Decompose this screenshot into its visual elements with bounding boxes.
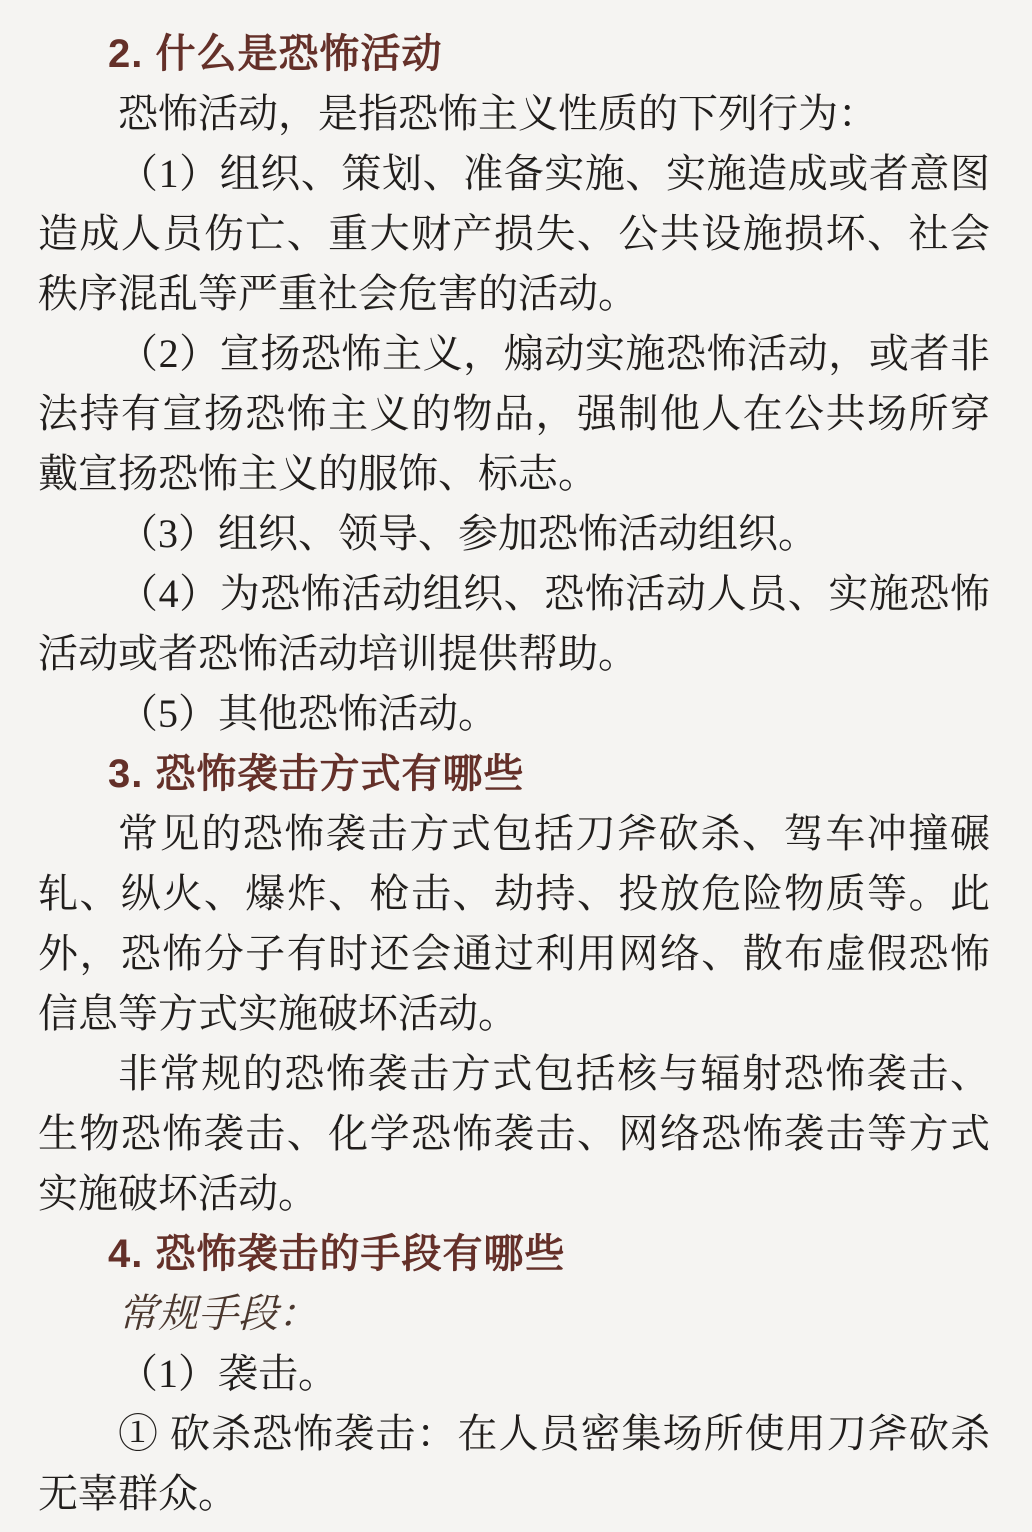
body-paragraph-unconventional-methods: 非常规的恐怖袭击方式包括核与辐射恐怖袭击、生物恐怖袭击、化学恐怖袭击、网络恐怖袭击等方式实施破坏活动。 <box>38 1051 990 1216</box>
section-heading-attack-means: 4. 恐怖袭击的手段有哪些 <box>108 1232 566 1276</box>
italic-subheading-conventional-means: 常规手段： <box>118 1291 318 1336</box>
body-paragraph-item-2: （2）宣扬恐怖主义，煽动实施恐怖活动，或者非法持有宣扬恐怖主义的物品，强制他人在公共场所穿戴宣扬恐怖主义的服饰、标志。 <box>38 331 990 496</box>
body-paragraph-item-4: （4）为恐怖活动组织、恐怖活动人员、实施恐怖活动或者恐怖活动培训提供帮助。 <box>38 571 990 676</box>
body-paragraph-intro: 恐怖活动，是指恐怖主义性质的下列行为： <box>118 91 878 136</box>
body-paragraph-common-methods: 常见的恐怖袭击方式包括刀斧砍杀、驾车冲撞碾轧、纵火、爆炸、枪击、劫持、投放危险物质等。此外，恐怖分子有时还会通过利用网络、散布虚假恐怖信息等方式实施破坏活动。 <box>38 811 990 1036</box>
body-paragraph-item-3: （3）组织、领导、参加恐怖活动组织。 <box>118 511 818 556</box>
section-heading-attack-methods: 3. 恐怖袭击方式有哪些 <box>108 752 525 796</box>
body-paragraph-item-5: （5）其他恐怖活动。 <box>118 691 498 736</box>
body-paragraph-chopping-attack: ① 砍杀恐怖袭击：在人员密集场所使用刀斧砍杀无辜群众。 <box>38 1411 990 1516</box>
body-paragraph-item-1: （1）组织、策划、准备实施、实施造成或者意图造成人员伤亡、重大财产损失、公共设施损坏、社会秩序混乱等严重社会危害的活动。 <box>38 151 990 316</box>
body-paragraph-means-item-1: （1）袭击。 <box>118 1351 338 1396</box>
section-heading-what-is-terror-activity: 2. 什么是恐怖活动 <box>108 32 443 76</box>
